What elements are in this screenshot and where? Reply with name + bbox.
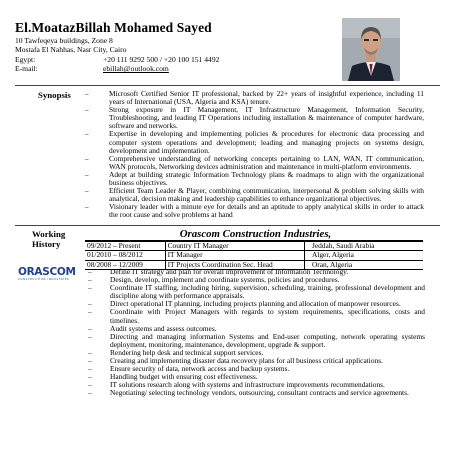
bullet-dash: – bbox=[85, 130, 89, 139]
phone-value: +20 111 9292 500 / +20 100 151 4492 bbox=[103, 54, 220, 64]
bullet-dash: – bbox=[88, 373, 92, 382]
synopsis-heading: Synopsis bbox=[38, 90, 71, 100]
duty-text: Coordinate IT staffing, including hiring, supervision, scheduling, training, professional development and discipline along with performance appraisals. bbox=[110, 283, 425, 301]
positions-table bbox=[85, 242, 423, 270]
bullet-dash: – bbox=[85, 203, 89, 212]
candidate-name: El.MoatazBillah Mohamed Sayed bbox=[15, 20, 212, 35]
duty-text: Direct operational IT planning, including projects planning and allocation of manpower resources. bbox=[110, 299, 401, 309]
job-location: Oran, Algeria bbox=[304, 260, 423, 269]
bullet-dash: – bbox=[88, 365, 92, 374]
bullet-dash: – bbox=[85, 90, 89, 98]
duty-text: Rendering help desk and technical support services. bbox=[110, 347, 264, 357]
bullet-dash: – bbox=[85, 187, 89, 196]
table-row bbox=[85, 251, 423, 260]
list-item bbox=[85, 308, 425, 324]
job-location: Alger, Algeria bbox=[304, 251, 423, 260]
profile-photo bbox=[342, 18, 400, 81]
job-title: IT Projects Coordination Sec. Head bbox=[165, 260, 304, 269]
email-line bbox=[15, 64, 315, 73]
work-history-heading bbox=[32, 229, 65, 249]
synopsis-text: Adept at building strategic Information Technology plans & roadmaps to align with the organizational business objectives. bbox=[109, 169, 424, 188]
bullet-dash: – bbox=[88, 308, 92, 317]
list-item bbox=[85, 333, 425, 349]
job-period: 09/2012 – Present bbox=[85, 242, 165, 251]
job-location: Jeddah, Saudi Arabia bbox=[304, 242, 423, 251]
job-period: 01/2010 – 08/2012 bbox=[85, 251, 165, 260]
email-link[interactable]: ebillah@outlook.com bbox=[103, 64, 169, 74]
synopsis-text: Visionary leader with a minute eye for details and an aptitude to apply analytical skills in order to attack the root cause and solve problems at hand bbox=[109, 202, 424, 220]
header-divider bbox=[15, 85, 440, 86]
job-title: Country IT Manager bbox=[165, 242, 304, 251]
bullet-dash: – bbox=[88, 332, 92, 341]
job-period: 08/2008 – 12/2009 bbox=[85, 260, 165, 269]
bullet-dash: – bbox=[88, 381, 92, 390]
duty-text: Design, develop, implement and coordinate systems, policies and procedures. bbox=[110, 275, 340, 285]
bullet-dash: – bbox=[88, 348, 92, 357]
synopsis-list bbox=[82, 90, 424, 220]
logo-wordmark: ORASCOM bbox=[18, 266, 76, 278]
synopsis-text: Expertise in developing and implementing policies & procedures for electronic data processing and computer system operations and development; leading and managing projects on systems design, development and implementation. bbox=[109, 129, 424, 155]
duty-text: Handling budget with ensuring cost effectiveness. bbox=[110, 372, 258, 382]
list-item bbox=[82, 171, 424, 187]
duties-list bbox=[85, 268, 425, 398]
bullet-dash: – bbox=[88, 268, 92, 276]
phone-line bbox=[15, 55, 315, 64]
bullet-dash: – bbox=[85, 154, 89, 163]
synopsis-text: Strong exposure in IT Management, IT Infrastructure Management, Information Security, Troubleshooting, and leading IT Operations including installation & maintenance of computer hardware, software and networks. bbox=[109, 105, 424, 131]
address-line-2: Mostafa El Nahhas, Nasr City, Cairo bbox=[15, 45, 127, 55]
duty-text: Creating and implementing disaster data recovery plans for all business critical applications. bbox=[110, 356, 383, 366]
list-item bbox=[82, 106, 424, 130]
logo-subtext: CONSTRUCTION INDUSTRIES bbox=[18, 278, 70, 281]
orascom-logo bbox=[18, 266, 80, 288]
contact-header bbox=[15, 20, 315, 74]
list-item bbox=[85, 284, 425, 300]
list-item bbox=[82, 187, 424, 203]
duty-text: Define IT strategy and plan for overall improvement of Information Technology. bbox=[110, 267, 349, 276]
company-name: Orascom Construction Industries, bbox=[179, 228, 332, 240]
email-label: E-mail: bbox=[15, 64, 38, 74]
work-history-heading-line2: History bbox=[32, 239, 61, 249]
list-item bbox=[82, 130, 424, 154]
bullet-dash: – bbox=[88, 276, 92, 285]
synopsis-text: Comprehensive understanding of networking concepts pertaining to LAN, WAN, IT communication, WAN protocols, Networking devices administration and maintenance in multi-platform environments. bbox=[109, 153, 424, 171]
address-line-1: 10 Tawfeqeya buildings, Zone 8 bbox=[15, 36, 113, 45]
bullet-dash: – bbox=[85, 170, 89, 179]
list-item bbox=[85, 389, 425, 397]
duty-text: Directing and managing information Systems and End-user computing, network operating systems deployment, monitoring, maintenance, development, upgrade & support. bbox=[110, 331, 425, 349]
duty-text: Coordinate with Project Managers with regards to system requirements, specifications, costs and timelines. bbox=[110, 307, 425, 325]
list-item bbox=[82, 90, 424, 106]
bullet-dash: – bbox=[88, 300, 92, 309]
duty-text: IT solutions research along with systems and infrastructure improvements recommendations. bbox=[110, 380, 385, 390]
list-item bbox=[82, 203, 424, 219]
work-history-heading-line1: Working bbox=[32, 229, 66, 239]
duty-text: Negotiating/ selecting technology vendors, outsourcing, consultant contracts and service agreements. bbox=[110, 388, 409, 398]
duty-text: Audit systems and assess outcomes. bbox=[110, 323, 217, 333]
bullet-dash: – bbox=[88, 284, 92, 293]
phone-label: Egypt: bbox=[15, 54, 36, 64]
bullet-dash: – bbox=[85, 106, 89, 115]
bullet-dash: – bbox=[88, 389, 92, 398]
bullet-dash: – bbox=[88, 324, 92, 333]
job-title: IT Manager bbox=[165, 251, 304, 260]
list-item bbox=[82, 155, 424, 171]
synopsis-text: Microsoft Certified Senior IT professional, backed by 22+ years of insightful experience, including 11 years of International (USA, Algeria and KSA) tenure. bbox=[109, 89, 424, 107]
section-divider bbox=[15, 225, 440, 226]
duty-text: Ensure security of data, network access and backup systems. bbox=[110, 364, 290, 374]
synopsis-text: Efficient Team Leader & Player, combining communication, interpersonal & problem solving skills with analytical, decision making and leadership capabilities to enhance organizational objectives. bbox=[109, 186, 424, 204]
bullet-dash: – bbox=[88, 357, 92, 366]
